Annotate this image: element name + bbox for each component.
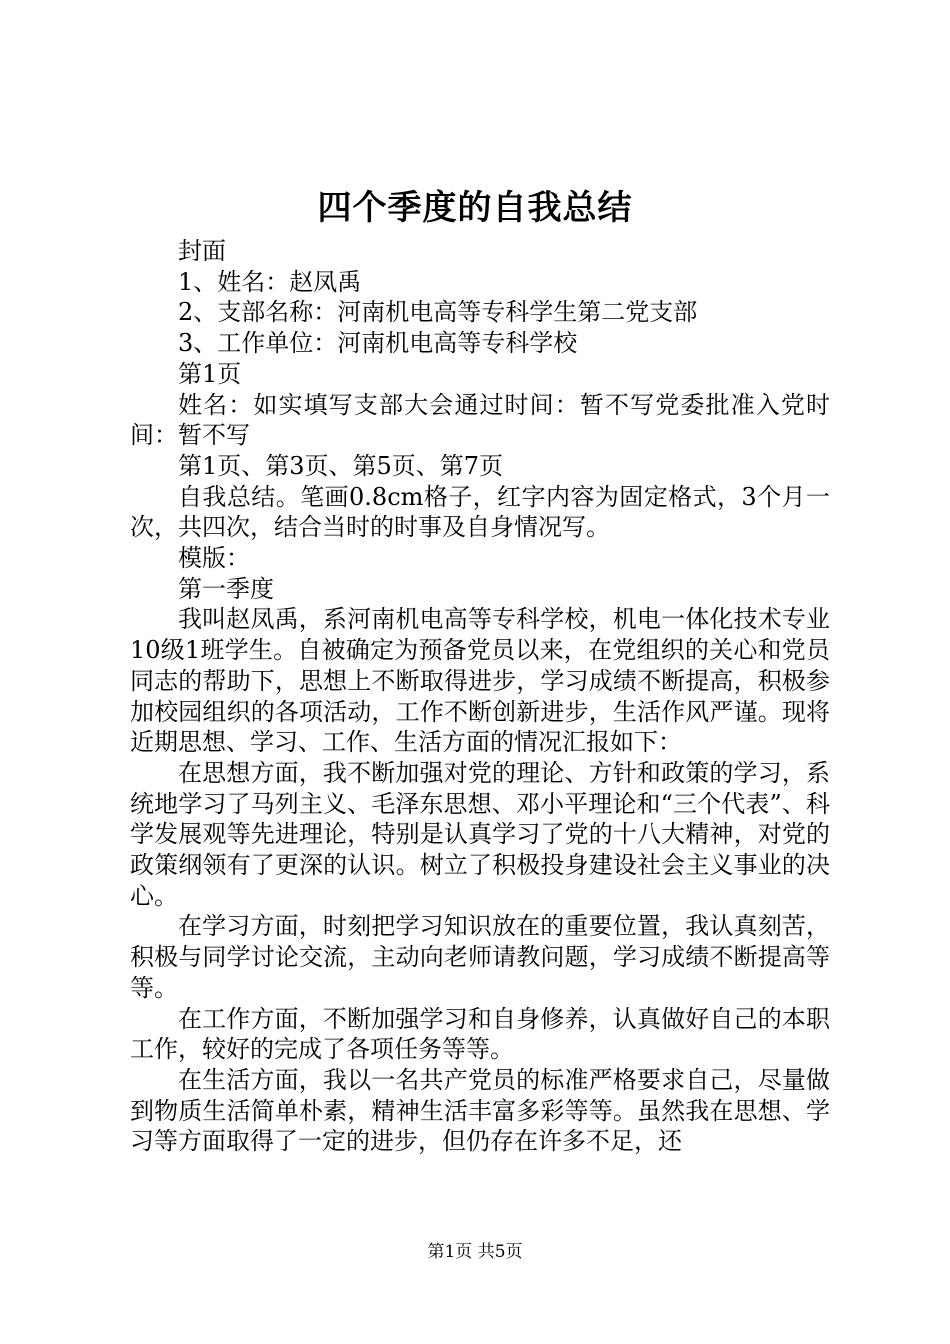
page-title: 四个季度的自我总结 bbox=[317, 188, 633, 228]
paragraph-study: 在学习方面，时刻把学习知识放在的重要位置，我认真刻苦，积极与同学讨论交流，主动向老师请教问题，学习成绩不断提高等等。 bbox=[130, 912, 830, 1002]
paragraph-workplace: 3、工作单位：河南机电高等专科学校 bbox=[178, 329, 578, 358]
paragraph-cover: 封面 bbox=[178, 237, 226, 265]
paragraph-template-label: 模版： bbox=[178, 544, 250, 573]
paragraph-work: 在工作方面，不断加强学习和自身修养，认真做好自己的本职工作，较好的完成了各项任务等等。 bbox=[130, 1004, 830, 1064]
paragraph-first-quarter: 第一季度 bbox=[178, 574, 274, 603]
page-footer: 第1页 共5页 bbox=[427, 1242, 523, 1262]
paragraph-name: 1、姓名：赵凤禹 bbox=[178, 267, 362, 296]
paragraph-self-summary-note: 自我总结。笔画0.8cm格子，红字内容为固定格式，3个月一次，共四次，结合当时的时事及自身情况写。 bbox=[130, 482, 830, 542]
paragraph-page-1: 第1页 bbox=[178, 359, 242, 388]
document-body bbox=[130, 236, 830, 1157]
paragraph-introduction: 我叫赵凤禹，系河南机电高等专科学校，机电一体化技术专业10级1班学生。自被确定为预备党员以来，在党组织的关心和党员同志的帮助下，思想上不断取得进步，学习成绩不断提高，积极参加校园组织的各项活动，工作不断创新进步，生活作风严谨。现将近期思想、学习、工作、生活方面的情况汇报如下： bbox=[130, 605, 830, 757]
paragraph-page-list: 第1页、第3页、第5页、第7页 bbox=[178, 451, 504, 480]
paragraph-name-instructions: 姓名：如实填写支部大会通过时间：暂不写党委批准入党时间：暂不写 bbox=[130, 390, 830, 450]
paragraph-life: 在生活方面，我以一名共产党员的标准严格要求自己，尽量做到物质生活简单朴素，精神生活丰富多彩等等。虽然我在思想、学习等方面取得了一定的进步，但仍存在许多不足，还 bbox=[130, 1065, 830, 1156]
paragraph-branch: 2、支部名称：河南机电高等专科学生第二党支部 bbox=[178, 298, 698, 327]
paragraph-thought: 在思想方面，我不断加强对党的理论、方针和政策的学习，系统地学习了马列主义、毛泽东思想、邓小平理论和“三个代表”、科学发展观等先进理论，特别是认真学习了党的十八大精神，对党的政策纲领有了更深的认识。树立了积极投身建设社会主义事业的决心。 bbox=[130, 758, 830, 910]
